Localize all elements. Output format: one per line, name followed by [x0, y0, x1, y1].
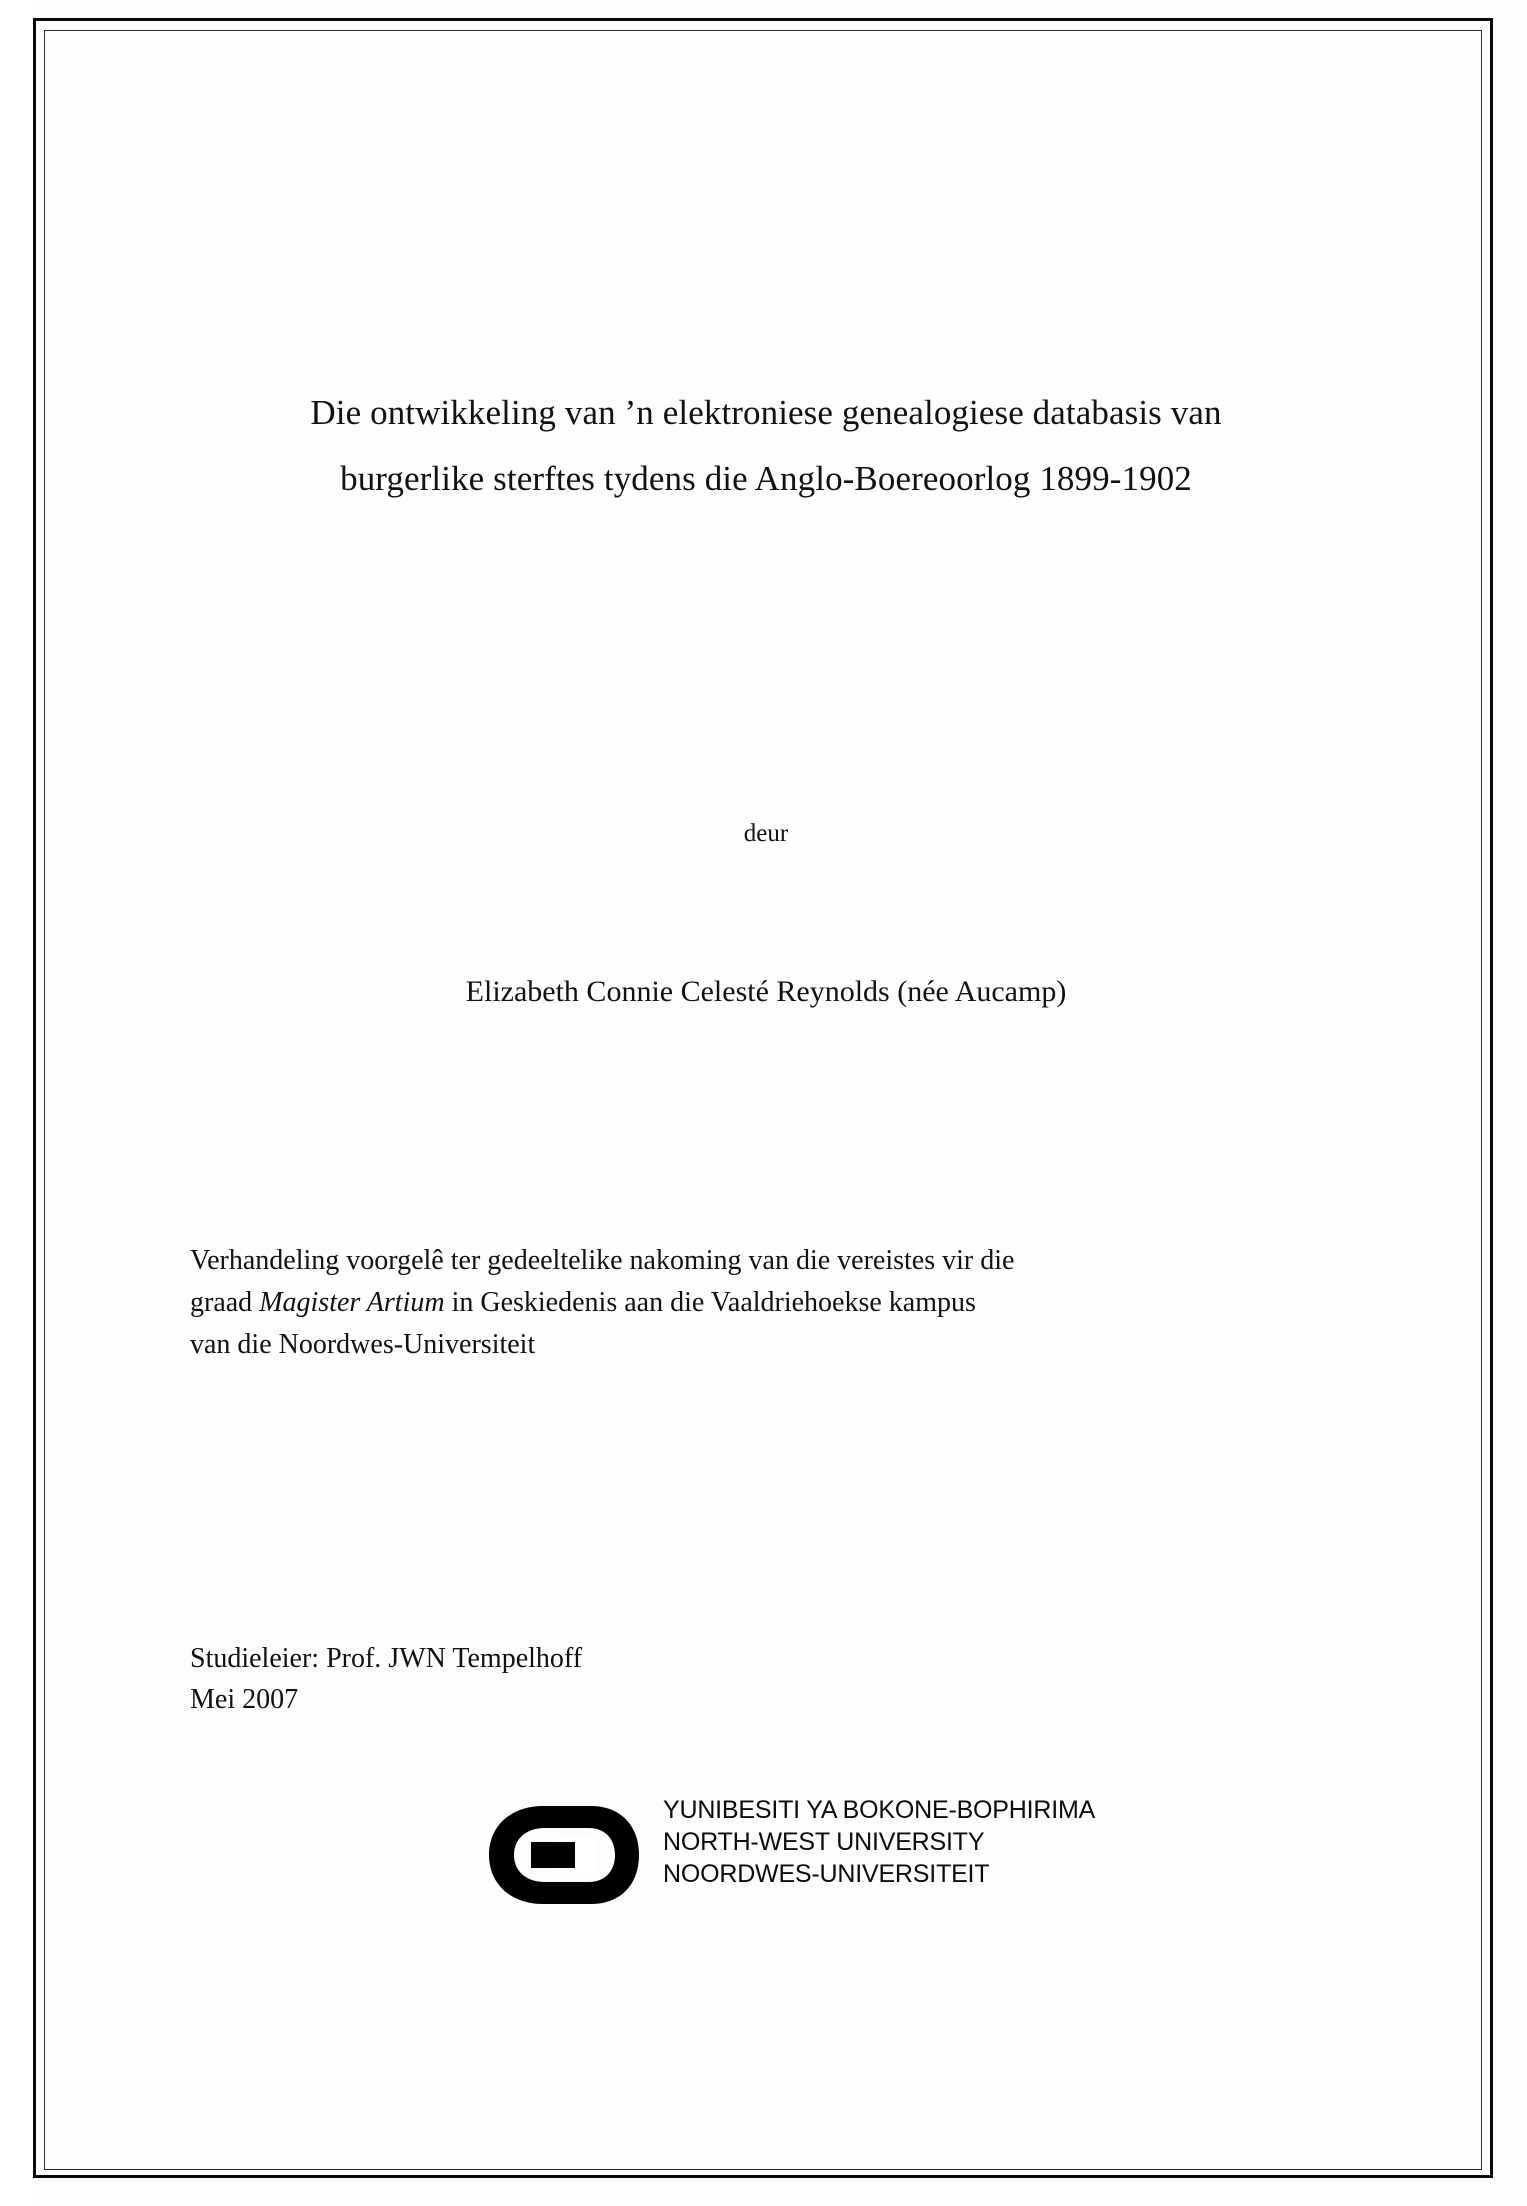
- title-line-1: Die ontwikkeling van ’n elektroniese genealogiese databasis van: [310, 393, 1222, 432]
- degree-statement-line-2: [190, 1282, 1345, 1324]
- north-west-university-logo-icon: [471, 1796, 656, 1914]
- degree-name: Magister Artium: [259, 1287, 445, 1318]
- degree-statement-line-1: Verhandeling voorgelê ter gedeeltelike nakoming van die vereistes vir die: [190, 1245, 1015, 1276]
- degree-statement-line-2-prefix: graad: [190, 1287, 260, 1318]
- logo-text-block: [663, 1794, 1095, 1890]
- logo-text-line-3: NOORDWES-UNIVERSITEIT: [663, 1860, 990, 1888]
- supervisor-block: [190, 1638, 1190, 1720]
- logo-text-line-2: NORTH-WEST UNIVERSITY: [663, 1828, 985, 1856]
- degree-statement-line-3: van die Noordwes-Universiteit: [190, 1329, 536, 1360]
- degree-statement: [190, 1240, 1345, 1366]
- degree-statement-line-2-suffix: in Geskiedenis aan die Vaaldriehoekse kampus: [444, 1287, 976, 1318]
- institution-logo: [471, 1790, 1096, 1920]
- scan-left-edge: [0, 0, 33, 2206]
- logo-text-line-1: YUNIBESITI YA BOKONE-BOPHIRIMA: [663, 1796, 1096, 1824]
- author-name: Elizabeth Connie Celesté Reynolds (née Aucamp): [465, 975, 1067, 1008]
- page-title: [186, 380, 1346, 512]
- byline-label: deur: [743, 820, 789, 847]
- supervisor-line: Studieleier: Prof. JWN Tempelhoff: [190, 1643, 583, 1674]
- date-line: Mei 2007: [190, 1684, 299, 1715]
- title-line-2: burgerlike sterftes tydens die Anglo-Boereoorlog 1899-1902: [340, 459, 1192, 498]
- title-page-content: [186, 30, 1346, 2170]
